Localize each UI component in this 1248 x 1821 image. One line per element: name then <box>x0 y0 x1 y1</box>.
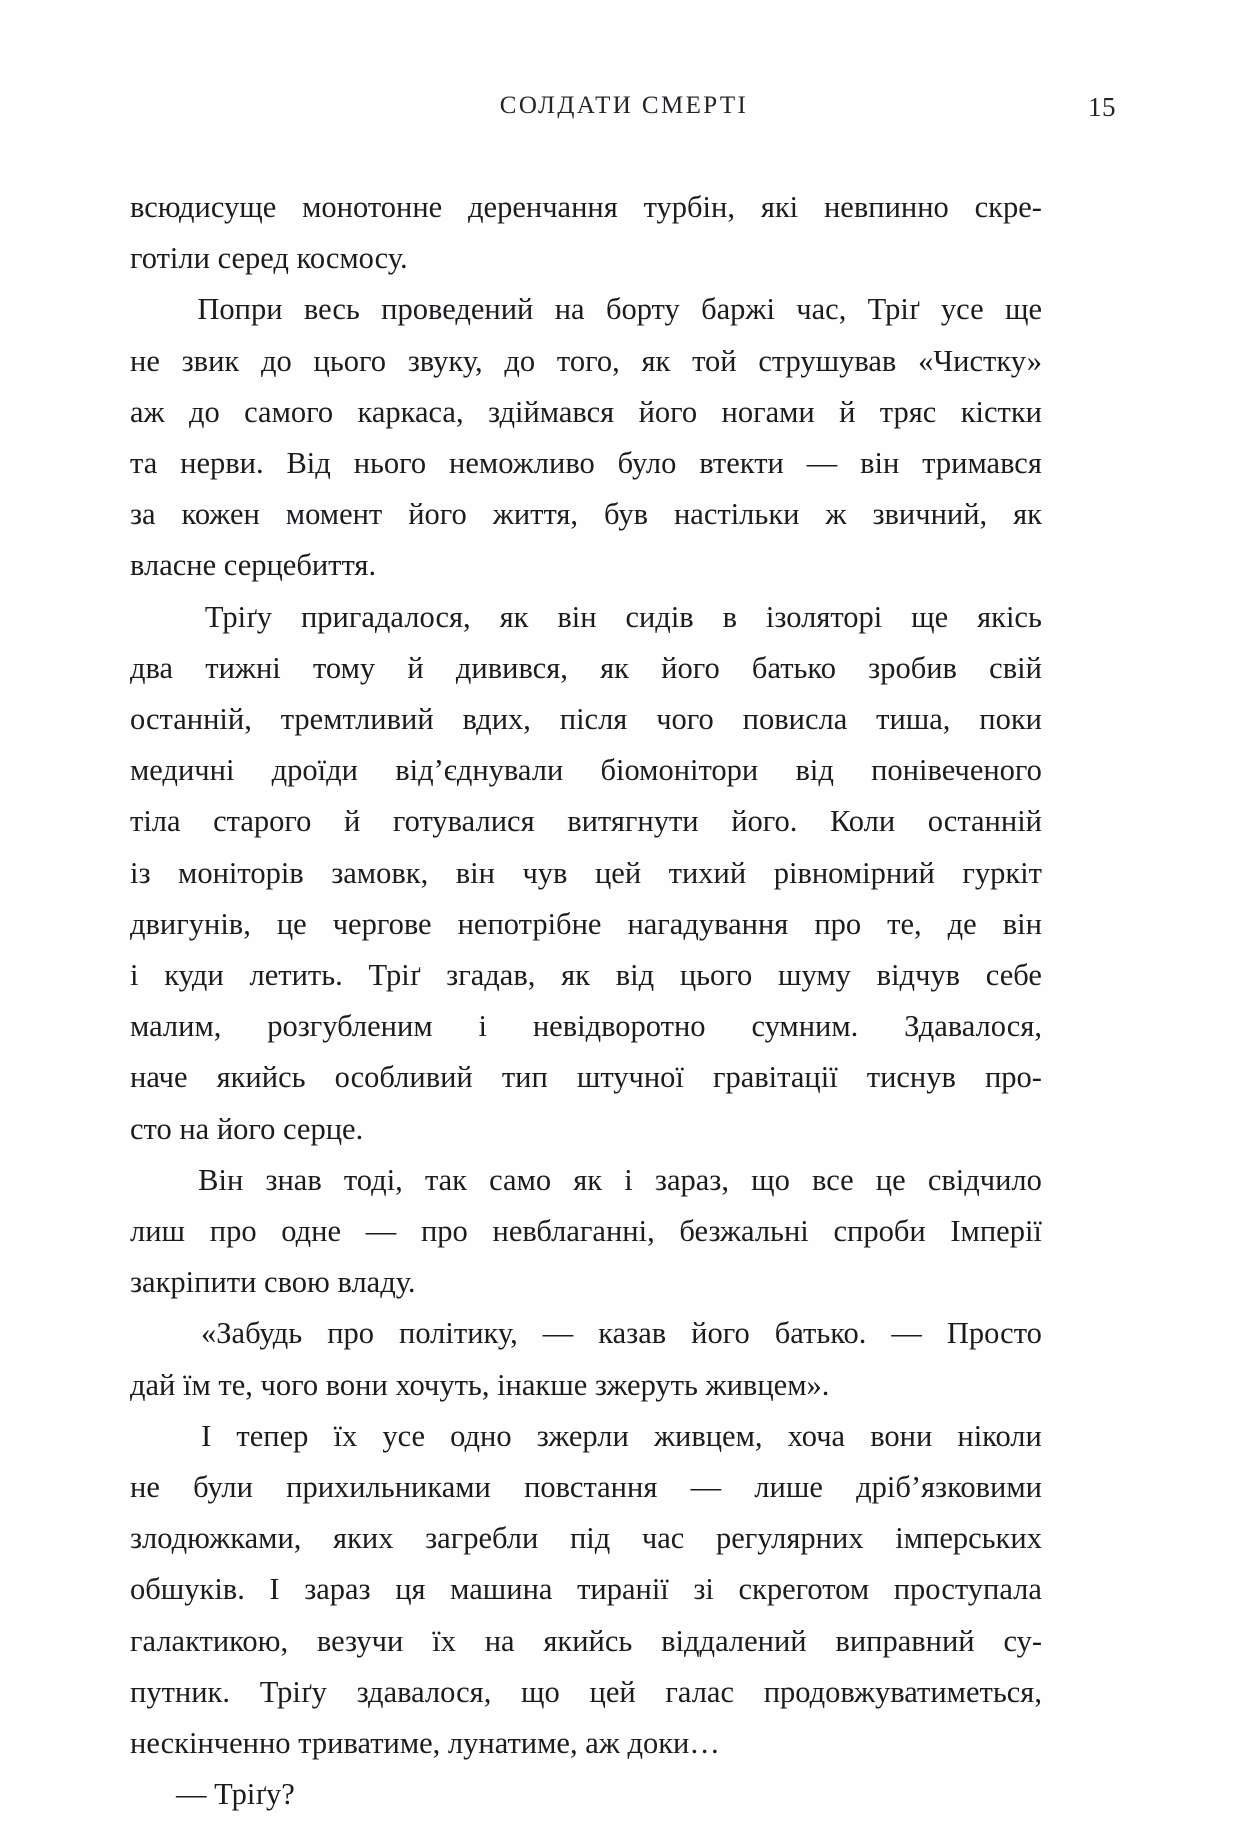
paragraph-indent <box>130 1411 176 1462</box>
word: він <box>557 599 597 634</box>
word: — <box>542 1316 574 1351</box>
word: скре- <box>974 190 1042 224</box>
word: ця <box>395 1572 426 1607</box>
word: самого <box>244 394 334 429</box>
word: згадав, <box>446 958 536 993</box>
word: його. <box>731 804 798 839</box>
word: здавалося, <box>356 1674 492 1709</box>
word: як <box>573 1162 603 1197</box>
text-line <box>130 387 1042 438</box>
word: каркаса, <box>357 394 464 429</box>
word: обшуків. <box>130 1572 245 1607</box>
word: чого <box>656 702 714 737</box>
word: лиш <box>130 1214 186 1249</box>
text-line <box>130 1155 1042 1206</box>
word: кістки <box>960 394 1042 429</box>
paragraph-indent <box>130 592 176 643</box>
word: тряс <box>879 394 937 429</box>
word: його <box>661 650 720 685</box>
text-line: сто на його серце. <box>130 1111 364 1146</box>
word: повстання <box>524 1470 658 1505</box>
text-line <box>130 1411 1042 1462</box>
text-line <box>130 336 1042 387</box>
word: дроїди <box>271 753 358 788</box>
word: Тріґу <box>204 599 273 634</box>
word: як <box>641 343 671 378</box>
word: тіла <box>130 804 181 839</box>
word: зробив <box>868 650 957 685</box>
text-line <box>130 1462 1042 1513</box>
word: дивився, <box>455 650 568 685</box>
word: не <box>130 1470 160 1505</box>
word: летить. <box>249 958 343 993</box>
word: невпинно <box>823 190 949 224</box>
word: борту <box>605 292 680 327</box>
word: ж <box>825 497 847 532</box>
word: гравітації <box>712 1060 838 1095</box>
word: до <box>188 394 220 429</box>
word: тижні <box>205 650 281 685</box>
word: про <box>327 1316 375 1351</box>
word: здіймався <box>487 394 615 429</box>
word: — <box>806 446 838 481</box>
word: Коли <box>829 804 896 839</box>
word: і <box>130 958 139 993</box>
word: останній <box>927 804 1042 839</box>
word: старого <box>213 804 312 839</box>
word: тип <box>501 1060 548 1095</box>
word: той <box>692 343 737 378</box>
word: малим, <box>130 1009 222 1044</box>
word: виправний <box>835 1623 975 1658</box>
word: свідчило <box>927 1162 1042 1197</box>
text-line <box>130 643 1042 694</box>
word: понівеченого <box>871 753 1042 788</box>
word: він <box>1002 906 1042 941</box>
word: батько <box>751 650 836 685</box>
word: поки <box>979 702 1042 737</box>
word: під <box>569 1521 611 1556</box>
word: цього <box>679 958 753 993</box>
word: казав <box>598 1316 667 1351</box>
word: тихий <box>668 855 747 890</box>
text-line: дай їм те, чого вони хочуть, інакше зжеруть живцем». <box>130 1367 830 1402</box>
word: він <box>860 446 900 481</box>
text-line: закріпити свою владу. <box>130 1265 416 1300</box>
word: якісь <box>977 599 1042 634</box>
word: від <box>615 958 655 993</box>
word: Імперії <box>950 1214 1042 1249</box>
word: продовжуватиметься, <box>763 1674 1042 1709</box>
word: якийсь <box>216 1060 306 1095</box>
word: про <box>209 1214 257 1249</box>
paragraph <box>130 284 1042 591</box>
word: тиша, <box>876 702 951 737</box>
word: готувалися <box>392 804 535 839</box>
word: від <box>795 753 834 788</box>
word: штучної <box>576 1060 684 1095</box>
word: відчув <box>876 958 961 993</box>
word: ще <box>911 599 949 634</box>
word: витягнути <box>567 804 699 839</box>
paragraph <box>130 1769 1042 1820</box>
word: одно <box>450 1418 512 1453</box>
paragraph <box>130 592 1042 1155</box>
body-text <box>130 182 1042 1821</box>
word: двигунів, <box>130 906 251 941</box>
word: — <box>365 1214 397 1249</box>
word: галактикою, <box>130 1623 289 1658</box>
word: непотрібне <box>457 906 602 941</box>
word: рівномірний <box>773 855 935 890</box>
text-line <box>130 1616 1042 1667</box>
word: само <box>489 1162 552 1197</box>
word: й <box>839 394 856 429</box>
word: тепер <box>236 1418 309 1453</box>
word: су- <box>1003 1623 1042 1658</box>
word: проведений <box>381 292 534 327</box>
word: путник. <box>130 1674 230 1709</box>
word: тиранії <box>577 1572 669 1607</box>
word: дріб’язковими <box>856 1470 1042 1505</box>
word: свій <box>989 650 1042 685</box>
word: неможливо <box>449 446 595 481</box>
word: нього <box>353 446 427 481</box>
word: де <box>947 906 977 941</box>
word: за <box>130 497 156 532</box>
text-line <box>130 1206 1042 1257</box>
text-line <box>130 1308 1042 1359</box>
word: баржі <box>701 292 775 327</box>
word: те, <box>887 906 922 941</box>
word: батько. <box>774 1316 867 1351</box>
word: це <box>875 1162 906 1197</box>
word: до <box>504 343 536 378</box>
word: загребли <box>425 1521 539 1556</box>
word: скреготом <box>738 1572 870 1607</box>
word: тремтливий <box>280 702 434 737</box>
word: машина <box>450 1572 553 1607</box>
word: невідворотно <box>532 1009 706 1044</box>
word: із <box>130 855 151 890</box>
word: на <box>484 1623 515 1658</box>
word: їх <box>333 1418 358 1453</box>
word: і <box>624 1162 633 1197</box>
word: Він <box>198 1162 244 1197</box>
word: час, <box>796 292 847 327</box>
word: «Забудь <box>201 1316 303 1351</box>
word: вдих, <box>462 702 531 737</box>
paragraph <box>130 1411 1042 1769</box>
word: аж <box>130 394 165 429</box>
word: був <box>604 497 649 532</box>
word: так <box>424 1162 467 1197</box>
word: галас <box>665 1674 735 1709</box>
word: в <box>722 599 738 634</box>
word: медичні <box>130 753 235 788</box>
word: вони <box>870 1418 933 1453</box>
text-line <box>130 745 1042 796</box>
word: одне <box>281 1214 342 1249</box>
word: його <box>638 394 698 429</box>
word: зі <box>693 1572 714 1607</box>
word: весь <box>303 292 360 327</box>
word: й <box>344 804 361 839</box>
text-line: — Тріґу? <box>176 1777 295 1812</box>
word: монотонне <box>302 190 443 224</box>
word: імперських <box>895 1521 1042 1556</box>
text-line <box>130 1001 1042 1052</box>
word: не <box>130 343 160 378</box>
running-head <box>130 92 1118 136</box>
word: всюдисуще <box>130 190 277 224</box>
text-line <box>130 489 1042 540</box>
word: як <box>1013 497 1042 532</box>
word: цього <box>313 343 386 378</box>
word: він <box>455 855 495 890</box>
word: це <box>276 906 307 941</box>
text-line: готіли серед космосу. <box>130 241 408 276</box>
page-number: 15 <box>1088 92 1116 122</box>
word: момент <box>285 497 383 532</box>
paragraph-indent <box>130 284 176 335</box>
word: якийсь <box>543 1623 633 1658</box>
word: турбін, <box>643 190 735 224</box>
word: регулярних <box>715 1521 864 1556</box>
word: безжальні <box>679 1214 809 1249</box>
word: І <box>201 1418 212 1453</box>
word: що <box>751 1162 790 1197</box>
word: пригадалося, <box>300 599 471 634</box>
word: ногами <box>721 394 815 429</box>
word: особливий <box>334 1060 473 1095</box>
word: біомонітори <box>600 753 759 788</box>
word: везучи <box>316 1623 404 1658</box>
word: живцем, <box>653 1418 763 1453</box>
word: його <box>691 1316 750 1351</box>
word: життя, <box>492 497 579 532</box>
text-line <box>130 1667 1042 1718</box>
word: цей <box>594 855 642 890</box>
word: і <box>478 1009 487 1044</box>
word: віддалений <box>661 1623 807 1658</box>
text-line <box>130 284 1042 335</box>
paragraph-indent <box>130 1308 176 1359</box>
word: до <box>260 343 292 378</box>
word: й <box>407 650 424 685</box>
text-line <box>130 1513 1042 1564</box>
word: звичний, <box>872 497 988 532</box>
text-line <box>130 1052 1042 1103</box>
text-line <box>130 694 1042 745</box>
word: «Чистку» <box>918 343 1042 378</box>
word: проступала <box>893 1572 1042 1607</box>
word: про- <box>984 1060 1042 1095</box>
word: тиснув <box>866 1060 956 1095</box>
word: Тріґу <box>259 1674 327 1709</box>
word: злодюжками, <box>130 1521 302 1556</box>
word: після <box>559 702 628 737</box>
word: звуку, <box>407 343 483 378</box>
word: та <box>130 446 158 481</box>
word: себе <box>985 958 1042 993</box>
word: деренчання <box>468 190 618 224</box>
word: чергове <box>332 906 432 941</box>
word: тоді, <box>343 1162 403 1197</box>
word: цей <box>589 1674 636 1709</box>
paragraph <box>130 1308 1042 1410</box>
word: сидів <box>625 599 694 634</box>
paragraph-indent <box>130 1155 176 1206</box>
word: два <box>130 650 174 685</box>
word: як <box>499 599 529 634</box>
word: шуму <box>778 958 851 993</box>
word: втекти <box>699 446 784 481</box>
word: спроби <box>833 1214 926 1249</box>
word: все <box>811 1162 854 1197</box>
word: наче <box>130 1060 188 1095</box>
word: ніколи <box>957 1418 1042 1453</box>
paragraph <box>130 1155 1042 1309</box>
word: його <box>408 497 467 532</box>
word: політику, <box>399 1316 518 1351</box>
text-line <box>130 950 1042 1001</box>
text-line <box>130 848 1042 899</box>
word: зараз, <box>654 1162 729 1197</box>
word: того, <box>556 343 620 378</box>
word: ще <box>1004 292 1042 327</box>
word: сумним. <box>751 1009 859 1044</box>
paragraph <box>130 182 1042 284</box>
word: як <box>600 650 629 685</box>
running-head-title: СОЛДАТИ СМЕРТІ <box>499 92 749 119</box>
word: — <box>690 1470 722 1505</box>
word: останній, <box>130 702 252 737</box>
word: Здавалося, <box>904 1009 1042 1044</box>
word: моніторів <box>178 855 304 890</box>
word: усе <box>382 1418 426 1453</box>
text-line <box>130 1564 1042 1615</box>
text-line <box>130 796 1042 847</box>
word: зараз <box>304 1572 371 1607</box>
word: — <box>891 1316 922 1351</box>
word: тримався <box>922 446 1042 481</box>
word: невблаганні, <box>492 1214 655 1249</box>
text-line: власне серцебиття. <box>130 548 377 583</box>
word: усе <box>940 292 984 327</box>
text-line <box>130 438 1042 489</box>
text-line <box>130 899 1042 950</box>
word: як <box>561 958 590 993</box>
word: нагадування <box>627 906 789 941</box>
word: кожен <box>181 497 260 532</box>
word: яких <box>333 1521 394 1556</box>
word: знав <box>265 1162 322 1197</box>
word: куди <box>164 958 224 993</box>
text-line <box>130 182 1042 233</box>
word: були <box>193 1470 253 1505</box>
word: що <box>521 1674 560 1709</box>
word: хоча <box>787 1418 846 1453</box>
word: зжерли <box>536 1418 629 1453</box>
word: прихильниками <box>286 1470 491 1505</box>
word: струшував <box>758 343 897 378</box>
word: гуркіт <box>962 855 1042 890</box>
word: на <box>554 292 585 327</box>
word: розгубленим <box>267 1009 433 1044</box>
word: про <box>420 1214 468 1249</box>
word: лише <box>754 1470 823 1505</box>
word: чув <box>522 855 568 890</box>
word: звик <box>181 343 240 378</box>
word: ізоляторі <box>765 599 883 634</box>
word: повисла <box>742 702 848 737</box>
word: Тріґ <box>867 292 920 327</box>
word: про <box>814 906 862 941</box>
word: Тріґ <box>368 958 421 993</box>
word: час <box>641 1521 685 1556</box>
word: було <box>617 446 677 481</box>
text-line <box>130 592 1042 643</box>
word: Попри <box>197 292 283 327</box>
word: Просто <box>946 1316 1042 1351</box>
word: нерви. <box>180 446 264 481</box>
word: Від <box>286 446 331 481</box>
word: їх <box>432 1623 456 1658</box>
word: від’єднували <box>395 753 564 788</box>
word: замовк, <box>331 855 429 890</box>
text-line: нескінченно триватиме, лунатиме, аж доки… <box>130 1726 720 1761</box>
word: тому <box>313 650 376 685</box>
word: які <box>760 190 799 224</box>
word: настільки <box>673 497 800 532</box>
word: І <box>269 1572 280 1607</box>
